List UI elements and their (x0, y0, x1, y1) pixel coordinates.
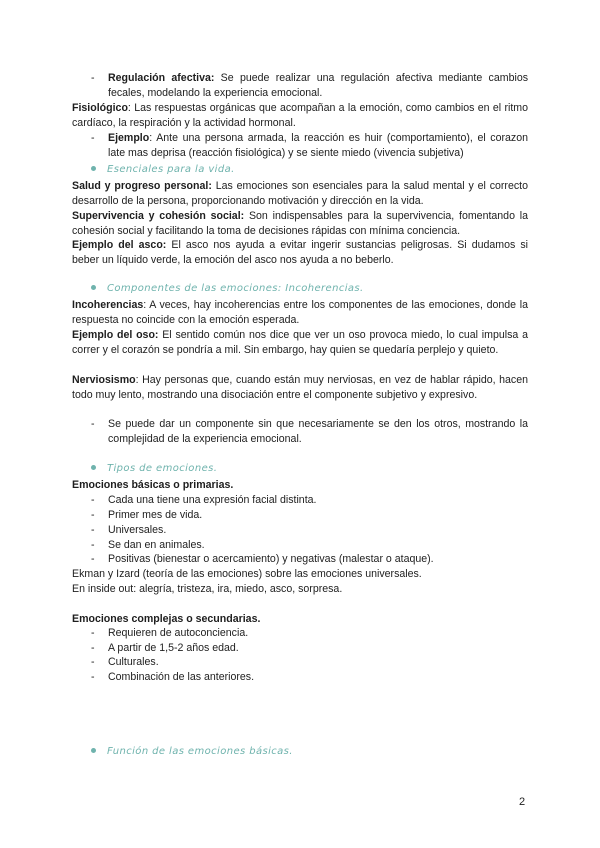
list-dash: - (91, 553, 95, 565)
fisiologico-label: Fisiológico (72, 102, 128, 114)
oso-paragraph (72, 328, 528, 358)
list-dash: - (91, 509, 95, 521)
list-dash: - (91, 72, 95, 84)
asco-label: Ejemplo del asco: (72, 239, 167, 251)
page-number: 2 (519, 796, 526, 808)
nerviosismo-paragraph (72, 373, 528, 403)
list-dash: - (91, 494, 95, 506)
supervivencia-paragraph (72, 209, 528, 239)
list-item: Cada una tiene una expresión facial distinta. (108, 494, 317, 506)
supervivencia-text: Son indispensables para la supervivencia, fomentando la cohesión social y facilitando la toma de decisiones rápidas con mínima conciencia. (72, 210, 529, 237)
bullet-icon (91, 166, 96, 171)
list-dash: - (91, 418, 95, 430)
salud-label: Salud y progreso personal: (72, 180, 212, 192)
ejemplo-label: Ejemplo (108, 132, 150, 144)
heading-funcion: Función de las emociones básicas. (91, 745, 293, 759)
list-dash: - (91, 524, 95, 536)
list-dash: - (91, 627, 95, 639)
list-dash: - (91, 132, 95, 144)
basicas-title: Emociones básicas o primarias. (72, 479, 234, 491)
componente-item: Se puede dar un componente sin que necesariamente se den los otros, mostrando la complejidad de la experiencia emocional. (108, 418, 528, 445)
list-dash: - (91, 656, 95, 668)
salud-paragraph (72, 179, 528, 209)
heading-esenciales: Esenciales para la vida. (91, 163, 235, 177)
list-item: Positivas (bienestar o acercamiento) y negativas (malestar o ataque). (108, 553, 434, 565)
list-item: Se dan en animales. (108, 539, 205, 551)
regulacion-text: Se puede realizar una regulación afectiva mediante cambios fecales, modelando la experiencia emocional. (108, 72, 529, 99)
list-item: A partir de 1,5-2 años edad. (108, 642, 239, 654)
oso-text: El sentido común nos dice que ver un oso provoca miedo, lo cual impulsa a correr y el corazón se pondría a mil. Sin embargo, hay quien se quedaría perplejo y quieto. (72, 329, 528, 356)
ekman-line: Ekman y Izard (teoría de las emociones) sobre las emociones universales. (72, 568, 422, 580)
fisiologico-paragraph (72, 101, 528, 131)
heading-tipos: Tipos de emociones. (91, 462, 217, 476)
heading-componentes: Componentes de las emociones: Incoherencias. (91, 282, 364, 296)
asco-text: El asco nos ayuda a evitar ingerir sustancias peligrosas. Si dudamos si beber un líquido verde, la emoción del asco nos ayuda a no beberlo. (72, 239, 529, 266)
supervivencia-label: Supervivencia y cohesión social: (72, 210, 245, 222)
list-item: Requieren de autoconciencia. (108, 627, 249, 639)
list-dash: - (91, 539, 95, 551)
fisiologico-text: : Las respuestas orgánicas que acompañan a la emoción, como cambios en el ritmo cardíaco, la respiración y la actividad hormonal. (72, 102, 528, 129)
incoherencias-paragraph (72, 298, 528, 328)
regulacion-label: Regulación afectiva: (108, 72, 215, 84)
list-item: Culturales. (108, 656, 159, 668)
list-dash: - (91, 642, 95, 654)
list-item: Combinación de las anteriores. (108, 671, 255, 683)
nerviosismo-text: : Hay personas que, cuando están muy nerviosas, en vez de hablar rápido, hacen todo muy lento, mostrando una disociación entre el componente subjetivo y expresivo. (72, 374, 528, 401)
asco-paragraph (72, 238, 528, 268)
regulacion-item (108, 71, 528, 101)
list-item: Primer mes de vida. (108, 509, 203, 521)
inside-out-line: En inside out: alegría, tristeza, ira, miedo, asco, sorpresa. (72, 583, 343, 595)
complejas-title: Emociones complejas o secundarias. (72, 613, 261, 625)
list-item: Universales. (108, 524, 167, 536)
bullet-icon (91, 285, 96, 290)
incoherencias-text: : A veces, hay incoherencias entre los componentes de las emociones, donde la respuesta no coincide con la emoción esperada. (72, 299, 528, 326)
bullet-icon (91, 465, 96, 470)
ejemplo-item (108, 131, 528, 161)
salud-text: Las emociones son esenciales para la salud mental y el correcto desarrollo de la persona, proporcionando motivación y dirección en la vida. (72, 180, 528, 207)
oso-label: Ejemplo del oso: (72, 329, 159, 341)
ejemplo-text: : Ante una persona armada, la reacción es huir (comportamiento), el corazon late mas deprisa (reacción fisiológica) y se siente miedo (vivencia subjetiva) (108, 132, 528, 159)
list-dash: - (91, 671, 95, 683)
incoherencias-label: Incoherencias (72, 299, 144, 311)
nerviosismo-label: Nerviosismo (72, 374, 136, 386)
bullet-icon (91, 748, 96, 753)
